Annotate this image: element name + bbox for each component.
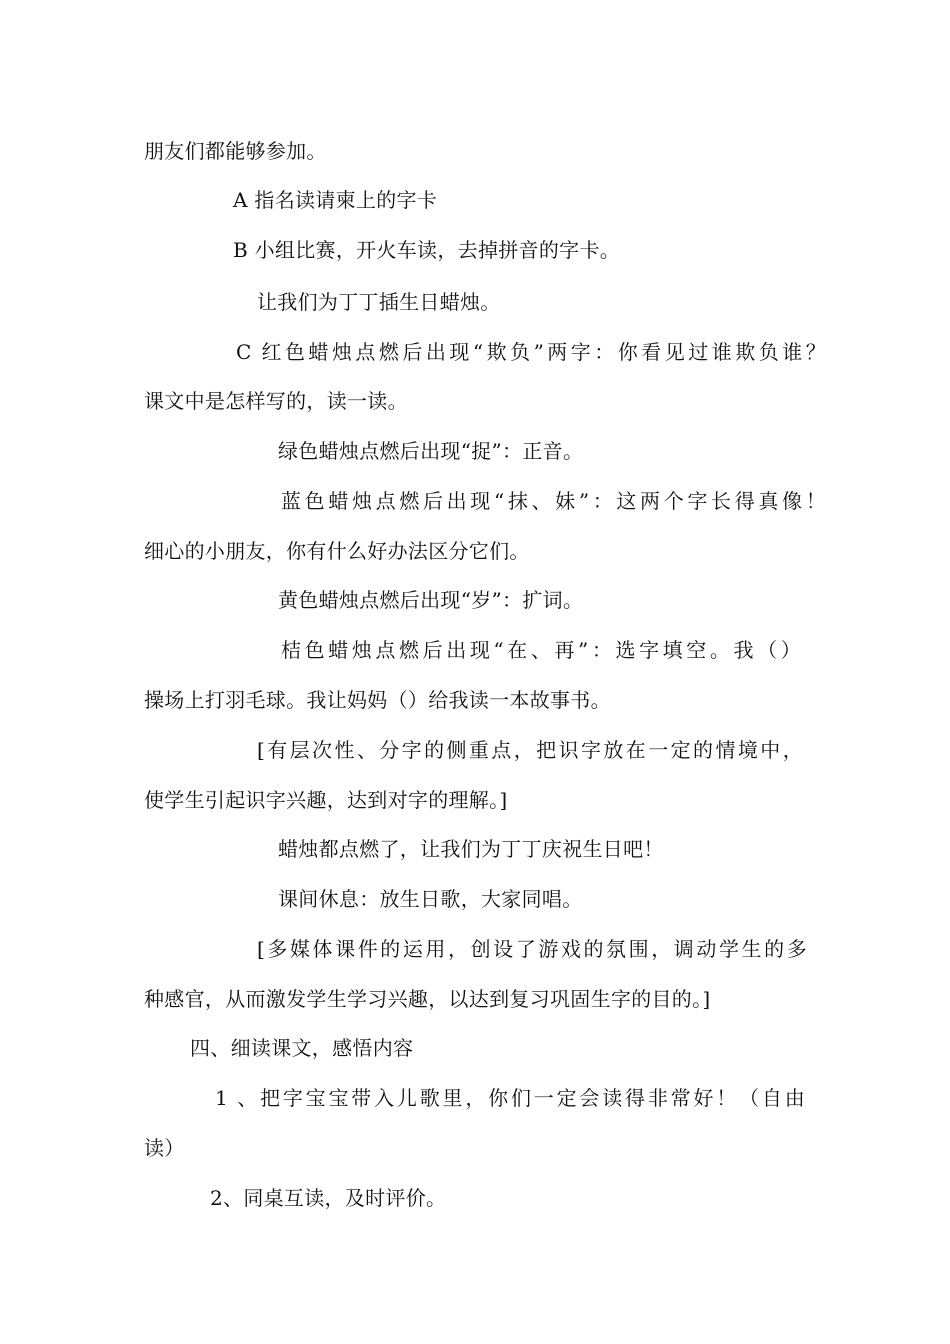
paragraph-line: 课间休息：放生日歌，大家同唱。 — [278, 887, 583, 911]
annotation-line: [有层次性、分字的侧重点，把识字放在一定的情境中， — [257, 738, 803, 762]
paragraph-line: 桔色蜡烛点燃后出现“在、再”：选字填空。我（） — [281, 638, 801, 662]
paragraph-line: 1 、把字宝宝带入儿歌里，你们一定会读得非常好！（自由 — [215, 1086, 805, 1110]
annotation-line: 种感官，从而激发学生学习兴趣，以达到复习巩固生字的目的。] — [144, 987, 711, 1011]
paragraph-line: 读） — [144, 1136, 185, 1160]
paragraph-line: 操场上打羽毛球。我让妈妈（）给我读一本故事书。 — [144, 688, 611, 712]
section-heading: 四、细读课文，感悟内容 — [190, 1036, 414, 1060]
paragraph-line: 绿色蜡烛点燃后出现“捉”：正音。 — [278, 439, 584, 463]
paragraph-line: 蓝色蜡烛点燃后出现“抹、妹”：这两个字长得真像！ — [281, 489, 826, 513]
paragraph-line: 2、同桌互读，及时评价。 — [210, 1186, 447, 1210]
paragraph-line: B 小组比赛，开火车读，去掉拼音的字卡。 — [233, 238, 621, 262]
paragraph-line: 黄色蜡烛点燃后出现“岁”：扩词。 — [278, 588, 584, 612]
paragraph-line: 细心的小朋友，你有什么好办法区分它们。 — [144, 539, 530, 563]
paragraph-line: C 红色蜡烛点燃后出现“欺负”两字：你看见过谁欺负谁？ — [236, 340, 826, 364]
annotation-line: 使学生引起识字兴趣，达到对字的理解。] — [144, 788, 508, 812]
paragraph-line: 课文中是怎样写的，读一读。 — [144, 389, 408, 413]
paragraph-line: 蜡烛都点燃了，让我们为丁丁庆祝生日吧！ — [278, 837, 664, 861]
annotation-line: [多媒体课件的运用，创设了游戏的氛围，调动学生的多 — [257, 937, 807, 961]
paragraph-line: A 指名读请柬上的字卡 — [233, 188, 438, 212]
paragraph-line: 朋友们都能够参加。 — [144, 139, 327, 163]
paragraph-line: 让我们为丁丁插生日蜡烛。 — [257, 290, 501, 314]
